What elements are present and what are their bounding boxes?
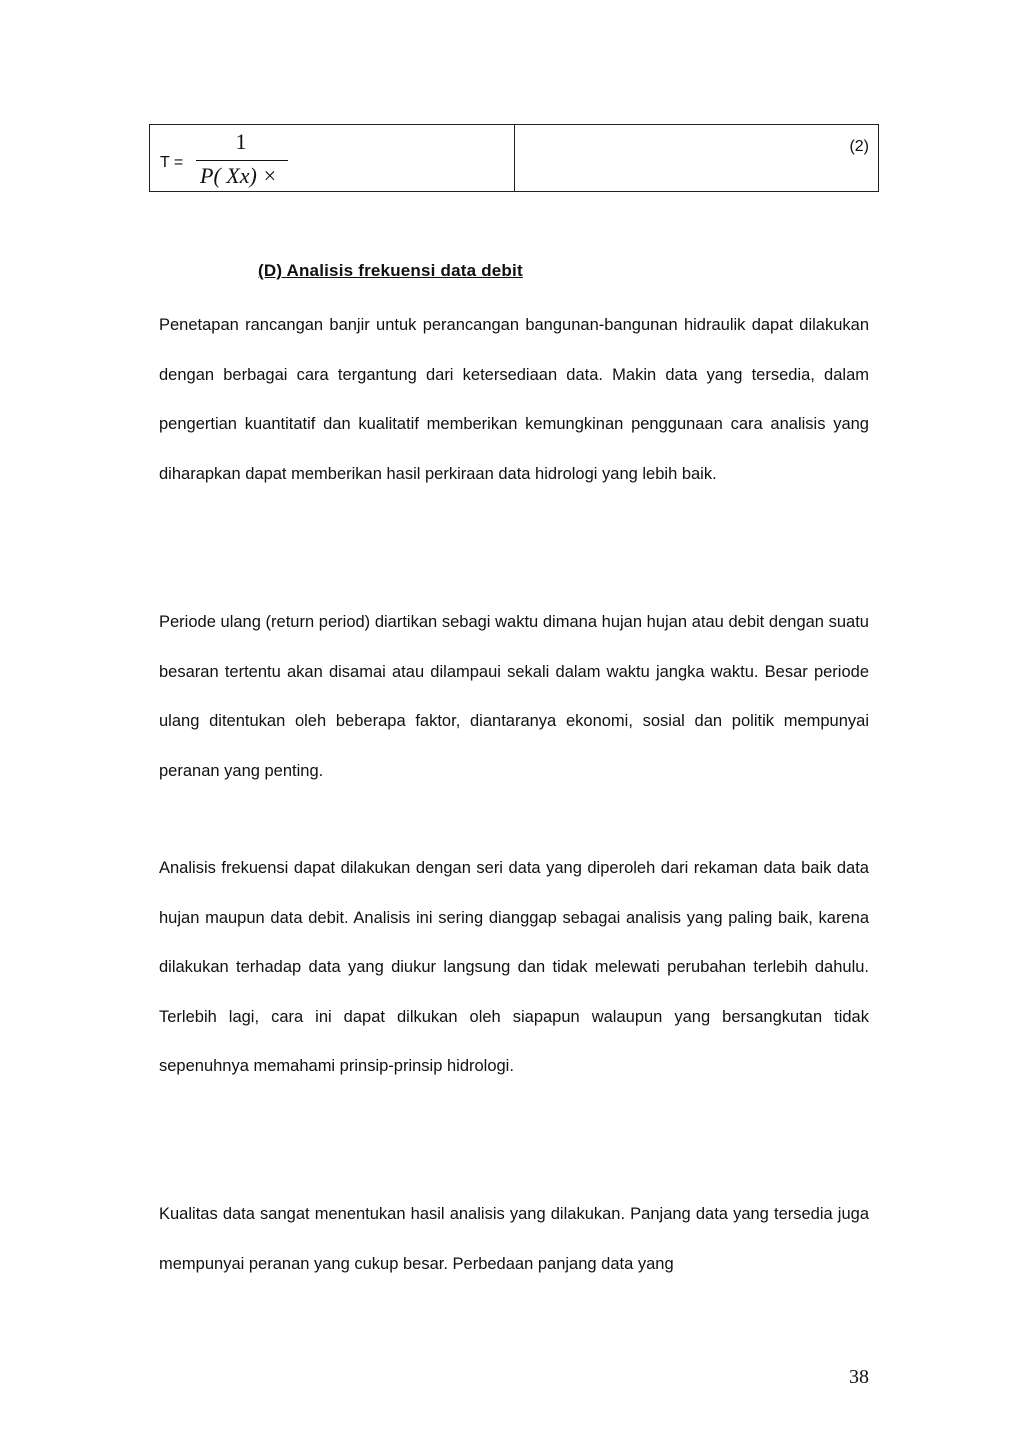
formula-table	[149, 124, 879, 192]
paragraph-2: Periode ulang (return period) diartikan sebagi waktu dimana hujan hujan atau debit dengan suatu besaran tertentu akan disamai atau dilampaui sekali dalam waktu jangka waktu. Besar periode ulang ditentukan oleh beberapa faktor, diantaranya ekonomi, sosial dan politik mempunyai peranan yang penting.	[159, 613, 869, 780]
equation-number: (2)	[849, 138, 869, 155]
formula-fraction	[190, 129, 292, 189]
fraction-bar	[196, 160, 288, 161]
equation-number-cell	[515, 125, 878, 191]
fraction-denominator: P( Xx) ×	[200, 163, 278, 188]
paragraph-1: Penetapan rancangan banjir untuk perancangan bangunan-bangunan hidraulik dapat dilakukan dengan berbagai cara tergantung dari ketersediaan data. Makin data yang tersedia, dalam pengertian kuantitatif dan kualitatif memberikan kemungkinan penggunaan cara analisis yang diharapkan dapat memberikan hasil perkiraan data hidrologi yang lebih baik.	[159, 316, 869, 483]
section-heading: (D) Analisis frekuensi data debit	[258, 261, 523, 280]
fraction-numerator: 1	[235, 129, 247, 154]
paragraph-3: Analisis frekuensi dapat dilakukan dengan seri data yang diperoleh dari rekaman data baik data hujan maupun data debit. Analisis ini sering dianggap sebagai analisis yang paling baik, karena dilakukan terhadap data yang diukur langsung dan tidak melewati perubahan terlebih dahulu. Terlebih lagi, cara ini dapat dilkukan oleh siapapun walaupun yang bersangkutan tidak sepenuhnya memahami prinsip-prinsip hidrologi.	[159, 859, 869, 1075]
formula-lhs: T =	[160, 154, 184, 171]
page-number: 38	[849, 1366, 869, 1388]
formula-cell	[150, 125, 515, 191]
paragraph-4: Kualitas data sangat menentukan hasil analisis yang dilakukan. Panjang data yang tersedia juga mempunyai peranan yang cukup besar. Perbedaan panjang data yang	[159, 1205, 869, 1273]
